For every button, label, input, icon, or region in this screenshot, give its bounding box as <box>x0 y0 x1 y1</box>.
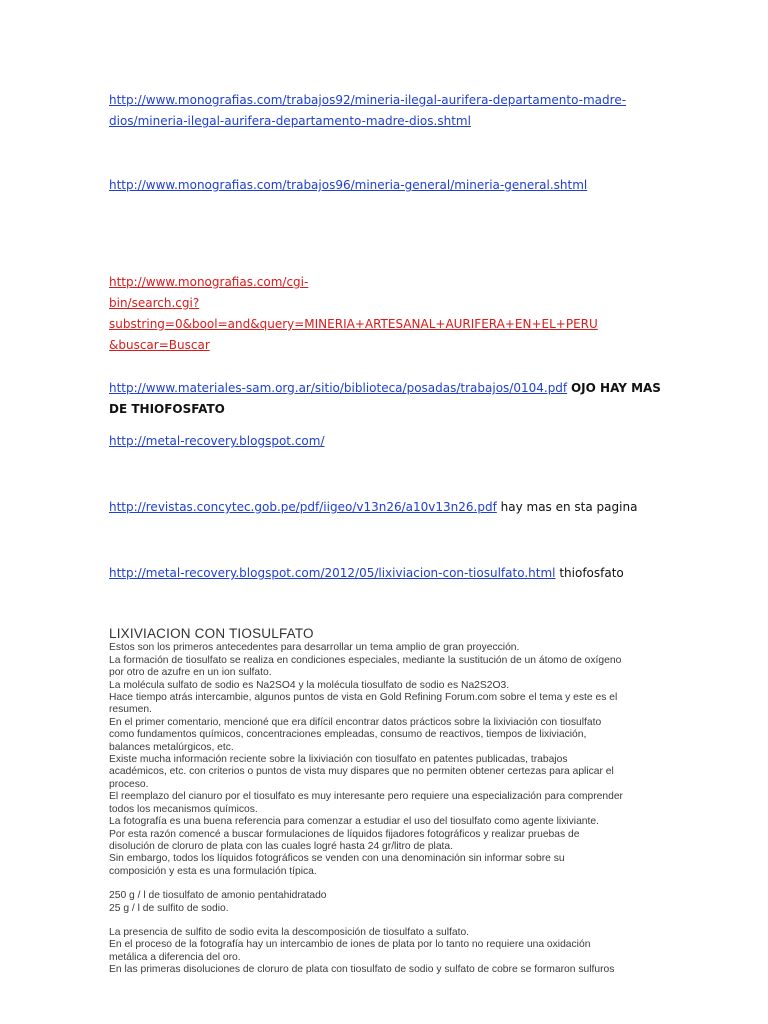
paragraph: Existe mucha información reciente sobre la lixiviación con tiosulfato en patentes publicadas, trabajos académicos, etc. con criterios o puntos de vista muy dispares que no permiten obtener certezas para aplicar el proceso. <box>109 754 614 790</box>
link-line: http://www.monografias.com/trabajos92/mineria-ilegal-aurifera-departamento-madre- <box>109 93 627 107</box>
link-note: OJO HAY MAS <box>570 381 661 395</box>
article-title: LIXIVIACION CON TIOSULFATO <box>109 626 314 641</box>
link-revistas-concytec[interactable]: http://revistas.concytec.gob.pe/pdf/iigeo/v13n26/a10v13n26.pdf <box>109 500 497 514</box>
paragraph: Estos son los primeros antecedentes para desarrollar un tema amplio de gran proyección. <box>109 642 520 654</box>
paragraph: Por esta razón comencé a buscar formulaciones de líquidos fijadores fotográficos y realizar pruebas de disolución de cloruro de plata con las cuales logré hasta 24 gr/litro de plata. <box>109 828 580 852</box>
link-line: bin/search.cgi?substring=0&bool=and&query=MINERIA+ARTESANAL+AURIFERA+EN+EL+PERU <box>109 296 598 331</box>
link-line: http://www.monografias.com/cgi- <box>109 275 309 289</box>
link-monografias-mineria-ilegal[interactable] <box>109 93 626 128</box>
link-item-5 <box>109 431 669 452</box>
paragraph: La molécula sulfato de sodio es Na2SO4 y la molécula tiosulfato de sodio es Na2S2O3. <box>109 679 510 691</box>
link-item-3 <box>109 272 669 356</box>
formula-line: 250 g / l de tiosulfato de amonio pentahidratado <box>109 890 327 902</box>
link-monografias-mineria-general[interactable]: http://www.monografias.com/trabajos96/mineria-general/mineria-general.shtml <box>109 178 588 192</box>
link-materiales-sam[interactable]: http://www.materiales-sam.org.ar/sitio/biblioteca/posadas/trabajos/0104.pdf <box>109 381 568 395</box>
link-line: &buscar=Buscar <box>109 338 210 352</box>
link-line: dios/mineria-ilegal-aurifera-departamento-madre-dios.shtml <box>109 114 471 128</box>
paragraph: La presencia de sulfito de sodio evita la descomposición de tiosulfato a sulfato. <box>109 926 470 938</box>
paragraph: Sin embargo, todos los líquidos fotográficos se venden con una denominación sin informar sobre su composición y esta es una formulación típica. <box>109 853 565 877</box>
link-note: hay mas en sta pagina <box>500 500 638 514</box>
paragraph: En el primer comentario, mencioné que era difícil encontrar datos prácticos sobre la lixiviación con tiosulfato como fundamentos químicos, concentraciones empleadas, consumo de reactivos, tiempos de lixiviación, balances metalúrgicos, etc. <box>109 716 602 753</box>
link-item-7 <box>109 563 669 584</box>
paragraph: Hace tiempo atrás intercambie, algunos puntos de vista en Gold Refining Forum.com sobre el tema y este es el resumen. <box>109 692 618 716</box>
paragraph: En las primeras disoluciones de cloruro de plata con tiosulfato de sodio y sulfato de cobre se formaron sulfuros <box>109 964 615 976</box>
link-note: thiofosfato <box>559 566 624 580</box>
paragraph: La formación de tiosulfato se realiza en condiciones especiales, mediante la sustitución de un átomo de oxígeno por otro de azufre en un ion sulfato. <box>109 654 622 679</box>
link-metal-recovery-tiosulfato[interactable]: http://metal-recovery.blogspot.com/2012/05/lixiviacion-con-tiosulfato.html <box>109 566 556 580</box>
link-item-6 <box>109 497 669 518</box>
paragraph: El reemplazo del cianuro por el tiosulfato es muy interesante pero requiere una especialización para comprender todos los mecanismos químicos. <box>109 791 623 815</box>
paragraph: La fotografía es una buena referencia para comenzar a estudiar el uso del tiosulfato como agente lixiviante. <box>109 816 599 828</box>
link-item-1 <box>109 90 669 132</box>
link-metal-recovery[interactable]: http://metal-recovery.blogspot.com/ <box>109 434 325 448</box>
link-note: DE THIOFOSFATO <box>109 402 225 416</box>
paragraph: En el proceso de la fotografía hay un intercambio de iones de plata por lo tanto no requiere una oxidación metálica a diferencia del oro. <box>109 939 591 963</box>
link-item-4 <box>109 378 669 420</box>
link-monografias-search[interactable] <box>109 275 598 352</box>
formula-line: 25 g / l de sulfito de sodio. <box>109 902 229 914</box>
article <box>109 628 659 977</box>
link-item-2 <box>109 175 669 196</box>
